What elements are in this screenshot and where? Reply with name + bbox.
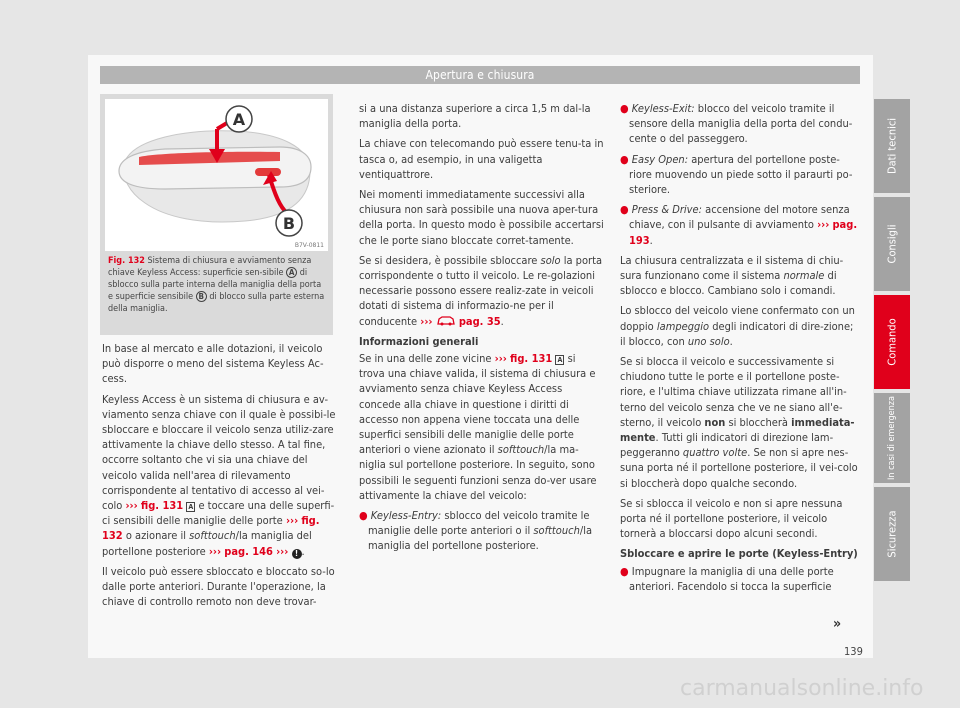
bullet-text: blocco del veicolo tramite il sensore della maniglia della porta del condu-cente o del passeggero. [629,102,853,146]
page-header: Apertura e chiusura [100,66,860,84]
heading-informazioni-generali: Informazioni generali [359,334,479,348]
continue-marker: » [833,616,842,632]
caption-marker-b: B [196,291,207,302]
bullet-dot: ● [620,102,629,115]
bullet-dot: ● [359,509,368,523]
bullet-impugnare [620,564,860,594]
tab-label: Consigli [885,224,899,264]
bullet-text: Impugnare la maniglia di una delle porte anteriori. Facendolo si tocca la superficie [629,564,834,593]
col1-p2-text-e: . [301,544,305,558]
watermark: carmanualsonline.info [680,676,924,701]
term-normale: normale [783,269,825,283]
col3-p2-text-c: . [729,334,733,348]
col3-paragraph-4: Se si sblocca il veicolo e non si apre nessuna porta né il portellone posteriore, il veicolo tornerà a bloccarsi dopo alcuni secondi. [620,496,843,541]
link-page-146[interactable]: pag. 146 [224,544,273,558]
ref-arrow: ››› [208,544,222,558]
figure-caption [108,255,327,315]
marker-box-a: A [555,355,564,365]
link-page-35[interactable]: pag. 35 [458,314,501,328]
term-press-drive: Press & Drive: [631,203,702,217]
caption-marker-a: A [286,267,297,278]
heading-keyless-entry: Sbloccare e aprire le porte (Keyless-Entry) [620,547,858,561]
tab-label: Sicurezza [885,510,899,558]
tab-comando[interactable] [874,295,910,389]
col2-p5-text-b: si trova una chiave valida, il sistema di chiusura e avviamento senza chiave Keyless Access concede alla chiave in questione i diritti di accesso non appena viene toccata una delle superfici sensibili delle maniglie delle porte anteriori o viene azionato il [359,352,596,457]
column-2 [359,101,604,559]
term-keyless-exit: Keyless-Exit: [631,102,695,115]
bullet-text: sblocco del veicolo tramite le maniglie delle porte anteriori o il [368,509,590,538]
caption-text-2: di sblocco sulla parte interna della maniglia della porta e superficie sensibile [108,268,322,302]
col2-p4-text-a: Se si desidera, è possibile sbloccare [359,253,538,267]
col3-p1-text-b: di sblocco e blocco. Cambiano solo i comandi. [620,269,837,298]
tab-consigli[interactable] [874,197,910,291]
bullet-dot: ● [620,564,629,578]
bullet-press-drive [620,202,860,248]
column-3 [620,101,860,599]
col3-p2-text-a: Lo sblocco del veicolo viene confermato con un doppio [620,304,855,333]
col2-paragraph-4 [359,253,604,329]
col2-p4-text-c: . [500,314,504,328]
term-quattro-volte: quattro volte [682,446,748,460]
col1-p2-text-b: e toccare una delle superfi-ci sensibili delle maniglie delle porte [102,499,335,528]
bullet-dot: ● [620,203,629,217]
bullet-keyless-entry [359,508,604,554]
tab-in-casi-di-emergenza[interactable] [874,393,910,483]
car-info-icon [436,315,456,326]
term-solo: solo [540,253,561,267]
link-fig-132[interactable]: fig. 132 [102,514,320,543]
callout-a: A [232,110,246,129]
col2-paragraph-5 [359,351,604,503]
door-handle-illustration [105,99,328,251]
term-non: non [704,415,726,429]
col3-p3-text-c: . Tutti gli indicatori di direzione lam-peggeranno [620,431,834,460]
col3-p1-text-a: La chiusura centralizzata e il sistema di chiu-sura funzionano come il sistema [620,253,844,283]
bullet-text-end: . [649,233,653,247]
tab-label: In casi di emergenza [887,396,897,480]
col2-p4-text-b: la porta corrispondente o tutto il veicolo. Le re-golazioni necessarie possono essere realiz-zate in veicoli dotati di sistema di informazio-ne per il conducente [359,253,603,328]
link-fig-131[interactable]: fig. 131 [140,499,184,513]
col1-p2-text-c: o azionare il [125,529,186,543]
col3-p3-text-a: Se si blocca il veicolo e successivamente si chiudono tutte le porte e il portellone poste-riore, e l'ultima chiave utilizzata rimane all'in-terno del veicolo senza che ve ne siano all'e-sterno, il veicolo [620,355,847,429]
term-uno-solo: uno solo [687,334,730,348]
term-immediatamente: immediata-mente [620,415,855,445]
ref-arrow: ››› [817,218,830,232]
col1-paragraph-1: In base al mercato e alle dotazioni, il veicolo può disporre o meno del sistema Keyless Ac-cess. [102,342,324,386]
term-softtouch: softtouch [189,529,236,543]
bullet-text-end: /la maniglia del portellone posteriore. [368,524,593,553]
caption-label: Fig. 132 [108,256,145,266]
bullet-text: accensione del motore senza chiave, con il pulsante di avviamento [629,203,850,232]
col3-paragraph-1 [620,253,860,299]
col1-paragraph-3: Il veicolo può essere sbloccato e bloccato so-lo dalle porte anteriori. Durante l'operazione, la chiave di controllo remoto non deve trovar- [102,564,335,609]
col1-p2-text-d: /la maniglia del portellone posteriore [102,529,312,558]
col2-paragraph-2: La chiave con telecomando può essere tenu-ta in tasca o, ad esempio, in una valigetta ventiquattrore. [359,137,604,181]
column-1 [102,341,342,614]
term-softtouch: softtouch [533,524,580,538]
col2-p5-text-a: Se in una delle zone vicine [359,352,492,366]
ref-arrow: ››› [494,352,507,366]
marker-box-a: A [186,502,195,512]
link-fig-131[interactable]: fig. 131 [510,352,553,366]
bullet-text: apertura del portellone poste-riore muovendo un piede sotto il paraurti po-steriore. [629,152,853,197]
tab-label: Dati tecnici [885,117,899,175]
col3-paragraph-2 [620,303,860,349]
link-page-193[interactable]: pag. 193 [629,218,858,247]
col2-paragraph-1: si a una distanza superiore a circa 1,5 m dal-la maniglia della porta. [359,102,591,131]
caption-text-3: di blocco sulla parte esterna della maniglia. [108,292,325,314]
door-handle-svg [105,99,328,251]
col3-p3-text-b: si bloccherà [728,415,788,429]
page-number: 139 [844,645,863,658]
tab-label: Comando [885,318,899,366]
col1-p2-text-a: Keyless Access è un sistema di chiusura e av-viamento senza chiave con il quale è possibi-le sbloccare e bloccare il veicolo senza utiliz-zare attivamente la chiave dello stesso. A tal fine, occorre soltanto che vi sia una chiave del veicolo valida nell'area di rilevamento corrispondente al tentativo di accesso al vei-colo [102,392,336,513]
ref-arrow: ››› [125,499,138,513]
term-softtouch: softtouch [497,443,545,457]
term-keyless-entry: Keyless-Entry: [370,509,442,523]
warning-icon[interactable]: ! [292,549,302,559]
term-easy-open: Easy Open: [631,152,689,166]
ref-arrow: ››› [285,514,299,528]
term-lampeggio: lampeggio [656,319,710,333]
col3-p3-text-d: . Se non si apre nes-suna porta né il portellone posteriore, il vei-colo si bloccherà dopo qualche secondo. [620,446,858,490]
col2-paragraph-3: Nei momenti immediatamente successivi alla chiusura non sarà possibile una nuova aper-tura della porta. In questo modo è possibile accertarsi che le porte siano bloccate corret-tamente. [359,188,604,247]
col3-paragraph-3 [620,354,860,491]
col3-p2-text-b: degli indicatori di dire-zione; il blocco, con [620,319,854,348]
tab-dati-tecnici[interactable] [874,99,910,193]
ref-arrow: ››› [276,544,289,558]
bullet-dot: ● [620,152,629,166]
bullet-easy-open [620,152,860,198]
col2-p5-text-c: /la ma-niglia sul portellone posteriore. In seguito, sono possibili le seguenti funzioni senza do-ver usare attivamente la chiave del veicolo: [359,443,597,502]
col1-paragraph-2 [102,392,342,559]
caption-text-1: Sistema di chiusura e avviamento senza chiave Keyless Access: superficie sen-sibile [108,256,312,278]
figure-code: B7V-0811 [294,242,324,249]
ref-arrow: ››› [420,314,433,328]
tab-sicurezza[interactable] [874,487,910,581]
callout-b: B [282,214,296,233]
bullet-keyless-exit [620,101,860,147]
figure-box [100,94,333,335]
